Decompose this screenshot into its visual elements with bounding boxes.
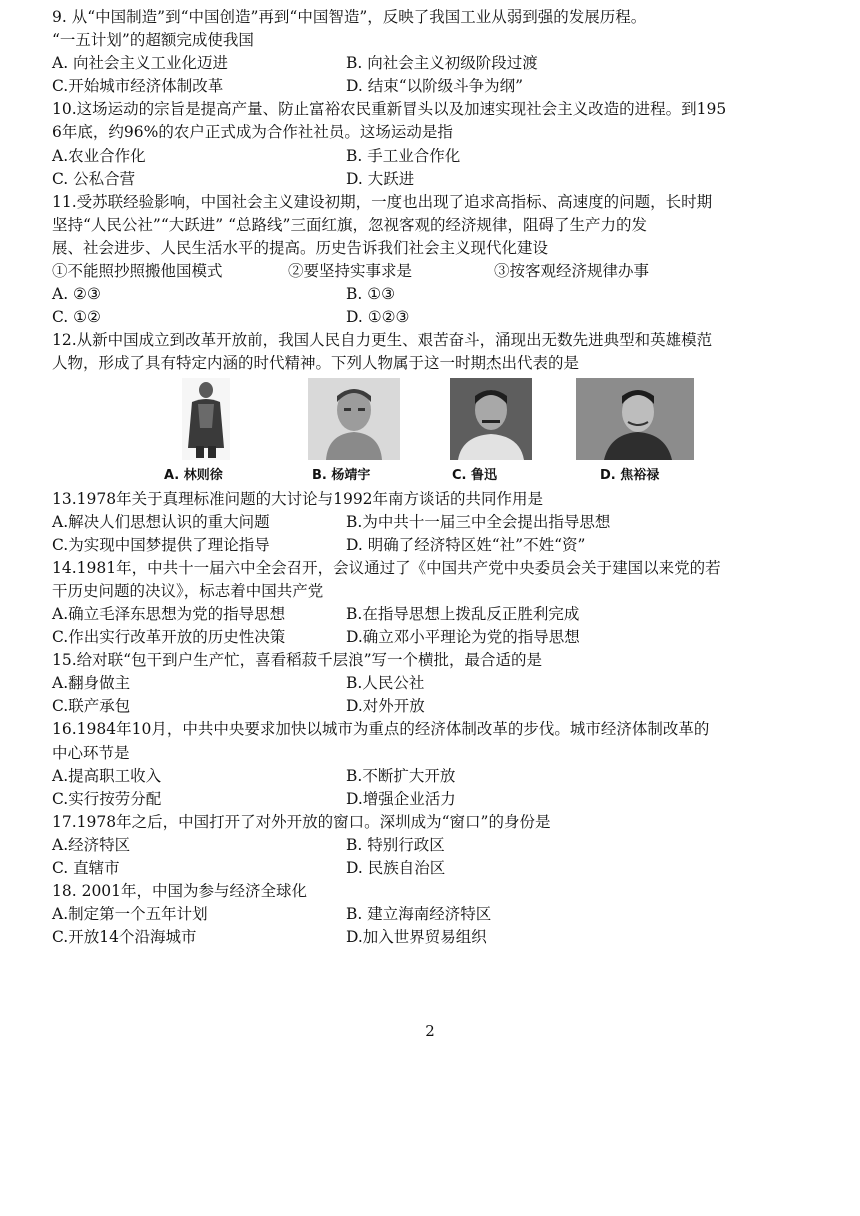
statement-3: ③按客观经济规律办事 bbox=[494, 262, 650, 281]
option-a: A. 向社会主义工业化迈进 bbox=[52, 54, 229, 73]
option-a: A.提高职工收入 bbox=[52, 766, 162, 785]
option-b: B. 建立海南经济特区 bbox=[346, 905, 492, 924]
option-b: B.在指导思想上拨乱反正胜利完成 bbox=[346, 604, 580, 623]
portrait-d-image bbox=[576, 378, 694, 460]
question-text: 坚持“人民公社”“大跃进” “总路线”三面红旗，忽视客观的经济规律，阻碍了生产力的发 bbox=[52, 215, 647, 234]
options-row bbox=[52, 603, 812, 626]
option-b: B.不断扩大开放 bbox=[346, 766, 456, 785]
options-row bbox=[52, 765, 812, 788]
option-c: C.开始城市经济体制改革 bbox=[52, 77, 224, 96]
portrait-b-caption: B. 杨靖宇 bbox=[312, 467, 371, 483]
question-text: 10.这场运动的宗旨是提高产量、防止富裕农民重新冒头以及加速实现社会主义改造的进程。到195 bbox=[52, 100, 727, 119]
options-row bbox=[52, 306, 812, 329]
option-a: A.制定第一个五年计划 bbox=[52, 905, 208, 924]
question-text: 15.给对联“包干到户生产忙，喜看稻菽千层浪”写一个横批，最合适的是 bbox=[52, 651, 543, 670]
question-text: 16.1984年10月，中共中央要求加快以城市为重点的经济体制改革的步伐。城市经济体制改革的 bbox=[52, 720, 710, 739]
option-a: A.经济特区 bbox=[52, 835, 131, 854]
question-text: 14.1981年，中共十一届六中全会召开，会议通过了《中国共产党中央委员会关于建国以来党的若 bbox=[52, 558, 721, 577]
portrait-a-image bbox=[182, 378, 230, 460]
portrait-d-caption: D. 焦裕禄 bbox=[600, 467, 660, 483]
option-d: D. ①②③ bbox=[346, 308, 410, 327]
option-a: A.确立毛泽东思想为党的指导思想 bbox=[52, 604, 286, 623]
portrait-b-image bbox=[308, 378, 400, 460]
question-text: 展、社会进步、人民生活水平的提高。历史告诉我们社会主义现代化建设 bbox=[52, 238, 549, 257]
option-a: A.翻身做主 bbox=[52, 674, 131, 693]
exam-page bbox=[52, 6, 812, 949]
option-c: C. 直辖市 bbox=[52, 859, 120, 877]
option-b: B. 特别行政区 bbox=[346, 835, 445, 854]
question-text: 6年底，约96%的农户正式成为合作社社员。这场运动是指 bbox=[52, 123, 453, 142]
options-row bbox=[52, 145, 812, 168]
option-c: C.作出实行改革开放的历史性决策 bbox=[52, 628, 286, 647]
option-b: B. 向社会主义初级阶段过渡 bbox=[346, 54, 538, 73]
option-d: D.对外开放 bbox=[346, 697, 425, 716]
option-d: D. 明确了经济特区姓“社”不姓“资” bbox=[346, 535, 586, 554]
options-row bbox=[52, 672, 812, 695]
question-16 bbox=[52, 718, 812, 810]
option-c: C.为实现中国梦提供了理论指导 bbox=[52, 535, 270, 554]
option-d: D.确立邓小平理论为党的指导思想 bbox=[346, 628, 580, 647]
question-9 bbox=[52, 6, 812, 98]
page-number: 2 bbox=[425, 1022, 435, 1040]
portrait-options bbox=[52, 378, 812, 488]
option-c: C.实行按劳分配 bbox=[52, 789, 162, 808]
option-b: B. 手工业合作化 bbox=[346, 146, 461, 165]
options-row bbox=[52, 834, 812, 857]
option-d: D. 结束“以阶级斗争为纲” bbox=[346, 77, 524, 96]
option-d: D. 民族自治区 bbox=[346, 859, 446, 877]
question-text: 11.受苏联经验影响，中国社会主义建设初期，一度也出现了追求高指标、高速度的问题，长时期 bbox=[52, 192, 713, 211]
options-row bbox=[52, 926, 812, 949]
options-row bbox=[52, 788, 812, 811]
options-row bbox=[52, 511, 812, 534]
question-10 bbox=[52, 98, 812, 190]
option-c: C. ①② bbox=[52, 308, 101, 327]
option-a: A.解决人们思想认识的重大问题 bbox=[52, 512, 270, 531]
options-row bbox=[52, 52, 812, 75]
option-c: C. 公私合营 bbox=[52, 169, 136, 188]
question-text: 中心环节是 bbox=[52, 743, 130, 762]
options-row bbox=[52, 534, 812, 557]
statements-row bbox=[52, 260, 812, 283]
option-c: C.开放14个沿海城市 bbox=[52, 928, 197, 947]
options-row bbox=[52, 283, 812, 306]
question-12 bbox=[52, 329, 812, 487]
option-b: B.为中共十一届三中全会提出指导思想 bbox=[346, 512, 611, 531]
question-13 bbox=[52, 488, 812, 557]
option-b: B. ①③ bbox=[346, 285, 396, 304]
question-text: 12.从新中国成立到改革开放前，我国人民自力更生、艰苦奋斗，涌现出无数先进典型和英雄模范 bbox=[52, 331, 713, 350]
portrait-a-caption: A. 林则徐 bbox=[164, 467, 223, 483]
question-text: 17.1978年之后，中国打开了对外开放的窗口。深圳成为“窗口”的身份是 bbox=[52, 812, 551, 831]
options-row bbox=[52, 903, 812, 926]
question-11 bbox=[52, 191, 812, 330]
question-14 bbox=[52, 557, 812, 649]
option-d: D.加入世界贸易组织 bbox=[346, 928, 487, 947]
portrait-c-image bbox=[450, 378, 532, 460]
options-row bbox=[52, 626, 812, 649]
option-d: D. 大跃进 bbox=[346, 169, 415, 188]
option-c: C.联产承包 bbox=[52, 697, 131, 716]
options-row bbox=[52, 168, 812, 191]
statement-2: ②要坚持实事求是 bbox=[288, 262, 413, 281]
question-text: 18. 2001年，中国为参与经济全球化 bbox=[52, 882, 308, 901]
options-row bbox=[52, 857, 812, 880]
option-a: A.农业合作化 bbox=[52, 146, 146, 165]
options-row bbox=[52, 695, 812, 718]
question-18 bbox=[52, 880, 812, 949]
question-text: 人物，形成了具有特定内涵的时代精神。下列人物属于这一时期杰出代表的是 bbox=[52, 354, 580, 373]
question-15 bbox=[52, 649, 812, 718]
option-d: D.增强企业活力 bbox=[346, 789, 456, 808]
question-text: 9. 从“中国制造”到“中国创造”再到“中国智造”，反映了我国工业从弱到强的发展历程。 bbox=[52, 8, 647, 26]
question-text: 干历史问题的决议》，标志着中国共产党 bbox=[52, 581, 324, 600]
option-b: B.人民公社 bbox=[346, 674, 425, 693]
option-a: A. ②③ bbox=[52, 285, 101, 304]
options-row bbox=[52, 75, 812, 98]
question-17 bbox=[52, 811, 812, 880]
statement-1: ①不能照抄照搬他国模式 bbox=[52, 262, 223, 281]
portrait-c-caption: C. 鲁迅 bbox=[452, 467, 498, 483]
question-text: 13.1978年关于真理标准问题的大讨论与1992年南方谈话的共同作用是 bbox=[52, 489, 544, 508]
question-text: “一五计划”的超额完成使我国 bbox=[52, 31, 254, 50]
